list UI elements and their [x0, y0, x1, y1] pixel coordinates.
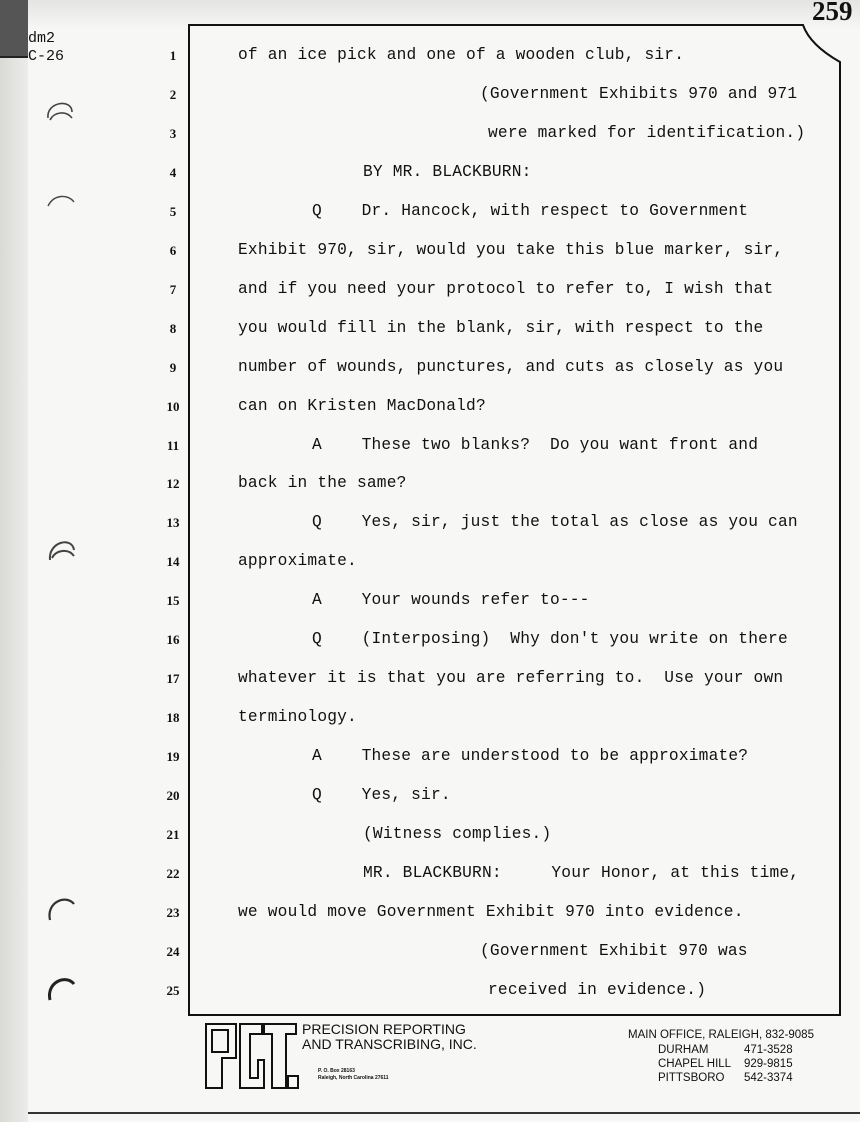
line-number: 2 — [169, 86, 177, 102]
transcript-line: number of wounds, punctures, and cuts as closely as you — [238, 357, 784, 376]
page-number: 259 — [812, 0, 853, 26]
binder-hole-icon — [44, 96, 78, 126]
transcript-line: A These two blanks? Do you want front and — [312, 435, 759, 454]
transcript-line: MR. BLACKBURN: Your Honor, at this time, — [363, 863, 800, 882]
transcript-line: Q Yes, sir, just the total as close as you can — [312, 513, 798, 532]
line-number: 20 — [166, 788, 180, 804]
line-number: 14 — [166, 554, 180, 570]
line-number: 12 — [166, 476, 180, 492]
line-number: 11 — [166, 437, 180, 453]
line-number: 25 — [166, 982, 180, 998]
line-number: 10 — [166, 398, 180, 414]
line-number: 17 — [166, 671, 180, 687]
line-number: 5 — [169, 203, 177, 219]
page-bottom-edge — [28, 1112, 860, 1114]
transcript-line: of an ice pick and one of a wooden club, sir. — [238, 46, 685, 64]
line-number: 6 — [169, 242, 177, 258]
binder-hole-icon — [46, 972, 78, 1002]
transcript-line: Q Yes, sir. — [312, 786, 451, 805]
transcript-line: A Your wounds refer to--- — [312, 591, 590, 610]
company-line-1: PRECISION REPORTING — [302, 1021, 466, 1037]
office-phone: 542-3374 — [744, 1072, 793, 1084]
transcript-line: we would move Government Exhibit 970 into evidence. — [238, 902, 744, 921]
line-number: 3 — [169, 125, 177, 141]
address-line-2: Raleigh, North Carolina 27611 — [318, 1075, 389, 1081]
binder-hole-icon — [46, 190, 76, 208]
transcript-line: whatever it is that you are referring to. Use your own — [238, 669, 784, 688]
main-office: MAIN OFFICE, RALEIGH, 832-9085 — [628, 1029, 814, 1041]
transcript-line: (Witness complies.) — [363, 825, 552, 843]
transcript-line: you would fill in the blank, sir, with respect to the — [238, 318, 764, 337]
line-number: 16 — [166, 632, 180, 648]
line-number: 23 — [166, 904, 180, 920]
company-line-2: AND TRANSCRIBING, INC. — [302, 1036, 477, 1052]
transcript-line: (Government Exhibit 970 was — [480, 941, 748, 960]
transcript-line: can on Kristen MacDonald? — [238, 396, 486, 415]
line-number: 4 — [169, 164, 177, 180]
line-number: 18 — [166, 710, 180, 726]
transcript-line: back in the same? — [238, 474, 407, 493]
company-address — [318, 1068, 389, 1082]
office-city: PITTSBORO — [658, 1072, 725, 1084]
line-number: 13 — [166, 515, 180, 531]
office-phone: 929-9815 — [744, 1058, 793, 1070]
line-number: 24 — [166, 943, 180, 959]
line-number: 8 — [169, 320, 177, 336]
line-number: 21 — [166, 827, 180, 842]
transcript-line: and if you need your protocol to refer to, I wish that — [238, 279, 774, 298]
line-number: 1 — [169, 48, 177, 63]
transcript-line: Exhibit 970, sir, would you take this blue marker, sir, — [238, 240, 784, 259]
office-city: DURHAM — [658, 1044, 709, 1056]
binder-hole-icon — [46, 534, 78, 564]
transcript-line: (Government Exhibits 970 and 971 — [480, 84, 798, 103]
line-number: 19 — [166, 749, 180, 765]
transcript-line: terminology. — [238, 708, 357, 727]
binder-hole-icon — [46, 892, 78, 922]
pt-logo — [200, 1020, 300, 1092]
transcript-line: Q Dr. Hancock, with respect to Government — [312, 201, 749, 220]
transcript-line: approximate. — [238, 552, 357, 571]
tab-code-2: C-26 — [28, 48, 65, 65]
line-number: 9 — [169, 359, 177, 375]
transcript-line: Q (Interposing) Why don't you write on there — [312, 630, 788, 649]
tab-code-1: dm2 — [28, 30, 56, 47]
transcript-line: were marked for identification.) — [488, 123, 806, 142]
transcript-line: received in evidence.) — [488, 980, 707, 999]
company-name — [302, 1022, 477, 1052]
line-number: 15 — [166, 593, 180, 609]
transcript-line: BY MR. BLACKBURN: — [363, 162, 532, 181]
office-phone: 471-3528 — [744, 1044, 793, 1056]
transcript-line: A These are understood to be approximate? — [312, 747, 749, 766]
line-number: 22 — [166, 865, 180, 881]
line-number: 7 — [169, 281, 177, 297]
address-line-1: P. O. Box 28163 — [318, 1068, 355, 1074]
office-city: CHAPEL HILL — [658, 1058, 732, 1070]
